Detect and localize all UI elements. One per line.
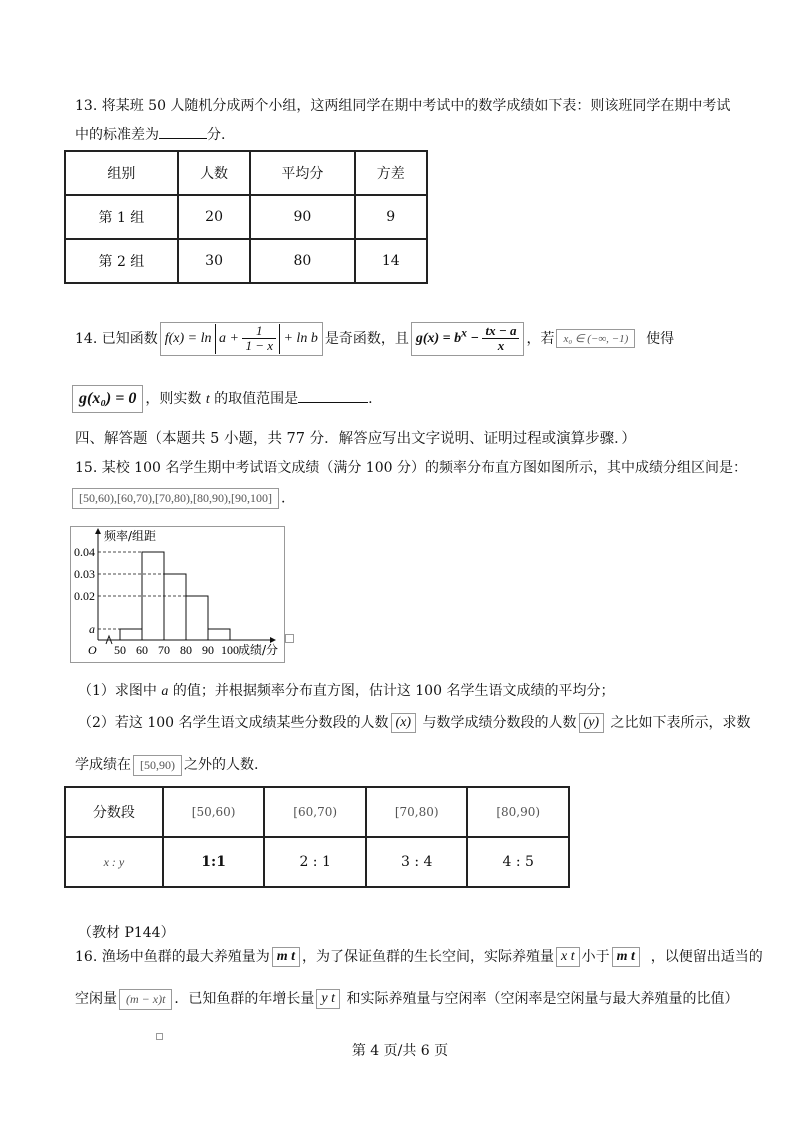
q15-histogram — [70, 526, 292, 664]
x-tick-label: 70 — [158, 643, 170, 657]
q13-line2-pre: 中的标准差为 — [75, 127, 159, 143]
q15-header-segment: 分数段 — [65, 787, 163, 837]
q13-cell: 90 — [250, 195, 354, 239]
q15-ratio-cell: 4 : 5 — [467, 837, 569, 887]
q13-header-group: 组别 — [65, 151, 178, 195]
q15-line1: 15. 某校 100 名学生期中考试语文成绩（满分 100 分）的频率分布直方图如图所示，其中成绩分组区间是： — [75, 460, 747, 476]
q16-line1: 16. 渔场中鱼群的最大养殖量为 m t ，为了保证鱼群的生长空间，实际养殖量 x t 小于 m t ，以便留出适当的 — [75, 949, 763, 965]
q14-g-x0-eq: g(x₀) = 0 — [72, 385, 143, 413]
q13-line2-post: 分. — [207, 127, 226, 143]
q16-m-expr: m t — [272, 947, 300, 967]
table-row — [65, 195, 427, 239]
q16-m-expr2: m t — [612, 947, 640, 967]
q15-header-interval: [60,70) — [264, 787, 366, 837]
q15-x-symbol: (x) — [391, 713, 417, 733]
q14-f-left: f(x) = ln — [164, 331, 212, 347]
x-axis-label: 成绩/分 — [238, 643, 279, 657]
table-row — [65, 787, 569, 837]
q15-header-interval: [70,80) — [366, 787, 468, 837]
q14-mid1: 是奇函数，且 — [324, 330, 409, 347]
q13-cell: 20 — [178, 195, 250, 239]
q14-abs — [215, 324, 280, 354]
y-tick-label: 0.04 — [74, 545, 95, 559]
q13-table — [64, 150, 428, 284]
q15-header-interval: [80,90) — [467, 787, 569, 837]
x-tick-label: 50 — [114, 643, 126, 657]
q14-f-a: a + — [218, 331, 239, 347]
q15-part1: （1）求图中 a 的值；并根据频率分布直方图，估计这 100 名学生语文成绩的平均分； — [78, 683, 615, 699]
x-tick-label: 100 — [221, 643, 239, 657]
q13-line2 — [75, 124, 225, 144]
x-tick-label: 80 — [180, 643, 192, 657]
x-tick-label: 60 — [136, 643, 148, 657]
y-axis-label: 频率/组距 — [104, 529, 157, 543]
q14-g-expression: $g(x) = b^x$ − $\frac{tx - a}{x}$ — [411, 322, 525, 356]
q14-line2: g(x₀) = 0 ，则实数 t 的取值范围是 . — [72, 385, 373, 413]
origin-label: O — [88, 643, 97, 657]
q15-row-label: x : y — [65, 837, 163, 887]
q14-mid2: ，若 — [526, 330, 555, 347]
q14-pre: 14. 已知函数 — [75, 330, 158, 347]
y-tick-label: 0.03 — [74, 567, 95, 581]
q14-var-t: t — [205, 392, 210, 407]
table-row — [65, 837, 569, 887]
q15-intervals: [50,60),[60,70),[70,80),[80,90),[90,100] — [72, 488, 279, 509]
q15-ratio-cell: 2 : 1 — [264, 837, 366, 887]
q16-idle-expr: (m − x)t — [119, 989, 172, 1010]
q14-answer-blank — [298, 390, 368, 403]
q16-yt-expr: y t — [316, 989, 340, 1009]
q14-line1 — [75, 322, 674, 356]
q15-part3: 学成绩在 [50,90) 之外的人数. — [75, 754, 258, 776]
q15-intervals-line: [50,60),[60,70),[70,80),[80,90),[90,100] . — [72, 488, 285, 509]
y-tick-label: a — [89, 622, 95, 636]
q15-ratio-cell: 3 : 4 — [366, 837, 468, 887]
anchor-marker — [285, 634, 294, 643]
q13-header-count: 人数 — [178, 151, 250, 195]
anchor-marker — [156, 1033, 163, 1040]
q15-interval-50-90: [50,90) — [133, 755, 182, 776]
q13-header-mean: 平均分 — [250, 151, 354, 195]
q15-ratio-cell: 1:1 — [163, 837, 265, 887]
q13-line1: 13. 将某班 50 人随机分成两个小组，这两组同学在期中考试中的数学成绩如下表：则该班同学在期中考试 — [75, 98, 731, 114]
q14-line2-post: 的取值范围是 — [214, 391, 299, 407]
q15-ratio-table — [64, 786, 570, 888]
q13-answer-blank — [159, 126, 207, 139]
q13-cell: 第 2 组 — [65, 239, 178, 283]
table-row — [65, 239, 427, 283]
q15-var-a: a — [161, 684, 169, 699]
q15-header-interval: [50,60) — [163, 787, 265, 837]
q14-x0-range: x₀ ∈ (−∞, −1) — [556, 329, 635, 348]
q13-cell: 9 — [355, 195, 428, 239]
q13-cell: 第 1 组 — [65, 195, 178, 239]
q13-header-variance: 方差 — [355, 151, 428, 195]
page-footer: 第 4 页/共 6 页 — [351, 1043, 449, 1059]
q14-post: 使得 — [646, 330, 675, 347]
q15-part2: （2）若这 100 名学生语文成绩某些分数段的人数 (x) 与数学成绩分数段的人数 (y) 之比如下表所示，求数 — [78, 715, 751, 731]
x-tick-label: 90 — [202, 643, 214, 657]
table-row — [65, 151, 427, 195]
y-tick-label: 0.02 — [74, 589, 95, 603]
textbook-note: （教材 P144） — [78, 925, 175, 941]
q16-line2: 空闲量 (m − x)t ．已知鱼群的年增长量 y t 和实际养殖量与空闲率（空闲率是空闲量与最大养殖量的比值） — [75, 988, 738, 1010]
q13-cell: 80 — [250, 239, 354, 283]
q16-xt-expr: x t — [556, 947, 580, 967]
section4-heading: 四、解答题（本题共 5 小题，共 77 分．解答应写出文字说明、证明过程或演算步骤．） — [75, 431, 636, 447]
q14-f-frac: $\frac{1}{1 - x}$ — [242, 324, 276, 354]
q14-g-frac: $\frac{tx - a}{x}$ — [482, 324, 519, 354]
q14-line2-pre: ，则实数 — [145, 391, 202, 407]
q13-cell: 30 — [178, 239, 250, 283]
q15-y-symbol: (y) — [579, 713, 605, 733]
q14-f-right: + ln b — [283, 331, 318, 347]
q14-f-expression — [160, 322, 323, 356]
q13-cell: 14 — [355, 239, 428, 283]
